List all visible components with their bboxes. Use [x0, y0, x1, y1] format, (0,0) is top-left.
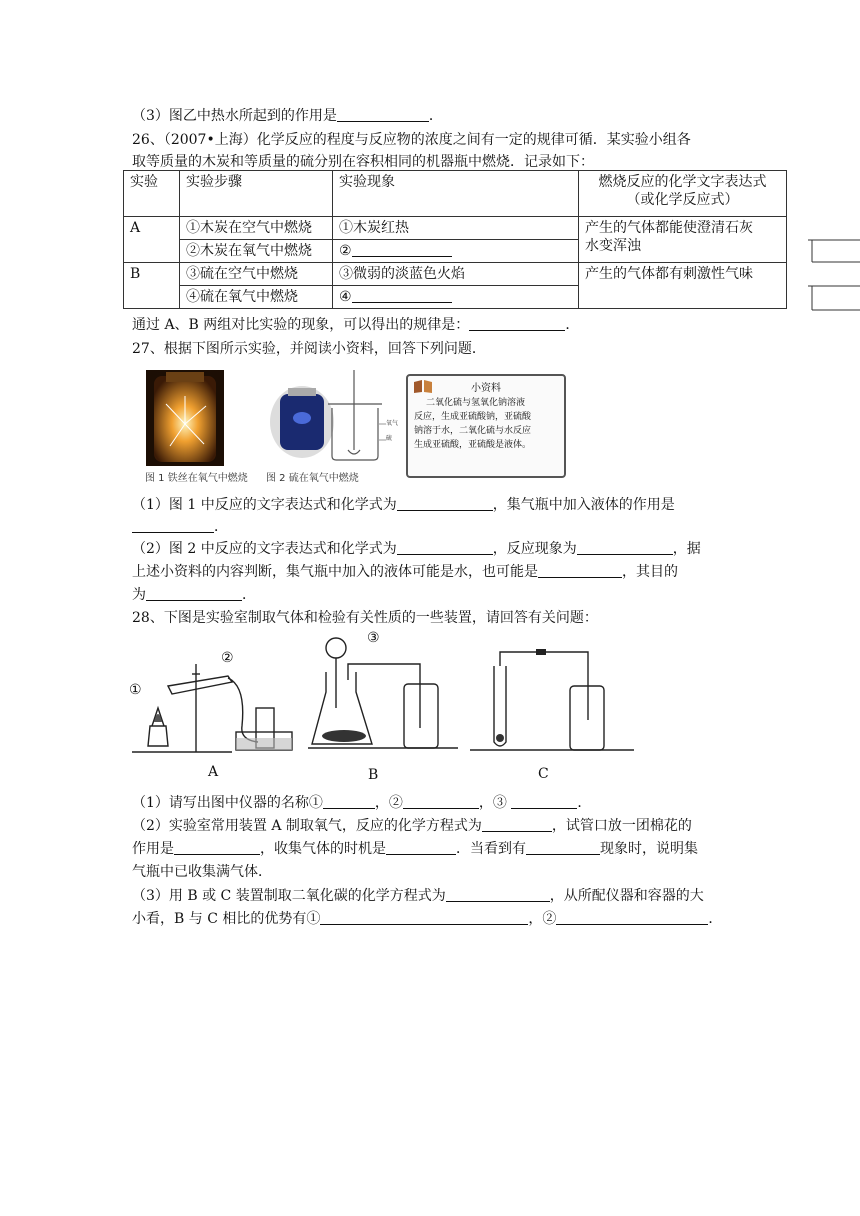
- book-icon: [412, 378, 434, 394]
- note-title: 小资料: [471, 383, 501, 394]
- label-num2: ②: [221, 650, 234, 666]
- note-line: 反应，生成亚硫酸钠，亚硫酸: [414, 412, 532, 422]
- sulfur-burning-figure: [266, 368, 394, 464]
- row-a-eq: 产生的气体都能使澄清石灰 水变浑浊: [579, 217, 787, 263]
- answer-blank[interactable]: [526, 840, 600, 855]
- answer-blank[interactable]: [337, 107, 429, 122]
- answer-blank[interactable]: [469, 316, 565, 331]
- answer-blank[interactable]: [146, 586, 242, 601]
- header-steps: 实验步骤: [180, 171, 333, 217]
- row-b-eq: 产生的气体都有刺激性气味: [579, 263, 787, 309]
- row-b-step1: ③硫在空气中燃烧: [180, 263, 333, 286]
- row-a-obs2: ②: [333, 240, 579, 263]
- fig2-caption: 图 2 硫在氧气中燃烧: [266, 473, 359, 484]
- label-num1: ①: [129, 682, 142, 698]
- q28-p3: （3）用 B 或 C 装置制取二氧化碳的化学方程式为 ，从所配仪器和容器的大: [132, 888, 704, 904]
- q28-p3-cont: 小看，B 与 C 相比的优势有① ，② ．: [132, 911, 723, 927]
- apparatus-b: [308, 628, 458, 754]
- fig1-caption: 图 1 铁丝在氧气中燃烧: [145, 473, 248, 484]
- q26-conclusion: 通过 A、B 两组对比实验的现象，可以得出的规律是： ．: [132, 317, 580, 333]
- answer-blank[interactable]: [320, 910, 528, 925]
- header-obs: 实验现象: [333, 171, 579, 217]
- answer-blank[interactable]: [403, 794, 479, 809]
- figure-a-label: A: [208, 764, 219, 780]
- figure-b-label: B: [368, 767, 379, 783]
- answer-blank[interactable]: [352, 288, 452, 303]
- label-oxygen: 氧气: [386, 420, 399, 427]
- q26-line2: 取等质量的木炭和等质量的硫分别在容积相同的机器瓶中燃烧．记录如下：: [132, 154, 594, 170]
- label-num3: ③: [367, 630, 380, 646]
- row-b-obs2: ④: [333, 286, 579, 309]
- apparatus-c: [470, 646, 634, 754]
- row-a-obs1: ①木炭红热: [333, 217, 579, 240]
- answer-blank[interactable]: [397, 496, 493, 511]
- q28-p2-cont: 作用是 ，收集气体的时机是 ．当看到有 现象时，说明集: [132, 841, 698, 857]
- row-a-step2: ②木炭在氧气中燃烧: [180, 240, 333, 263]
- q27-p2-cont: 上述小资料的内容判断，集气瓶中加入的液体可能是水，也可能是 ，其目的: [132, 564, 678, 580]
- q26-line1: 26、（2007•上海）化学反应的程度与反应物的浓度之间有一定的规律可循．某实验小组各: [132, 132, 691, 148]
- note-line: 钠溶于水，二氧化硫与水反应: [414, 426, 532, 436]
- label-sulfur: 硫: [386, 435, 393, 442]
- answer-blank[interactable]: [352, 242, 452, 257]
- answer-blank[interactable]: [511, 794, 577, 809]
- record-table: [123, 170, 787, 309]
- answer-blank[interactable]: [482, 817, 552, 832]
- q27-p2: （2）图 2 中反应的文字表达式和化学式为 ，反应现象为 ，据: [132, 541, 701, 557]
- q25-part3: （3）图乙中热水所起到的作用是 ．: [132, 108, 443, 124]
- q27-title: 27、根据下图所示实验，并阅读小资料，回答下列问题．: [132, 341, 486, 357]
- row-b-obs1: ③微弱的淡蓝色火焰: [333, 263, 579, 286]
- q28-title: 28、下图是实验室制取气体和检验有关性质的一些装置，请回答有关问题：: [132, 610, 598, 626]
- q27-p1: （1）图 1 中反应的文字表达式和化学式为 ，集气瓶中加入液体的作用是: [132, 497, 675, 513]
- answer-blank[interactable]: [386, 840, 456, 855]
- answer-blank[interactable]: [174, 840, 260, 855]
- row-b-label: B: [124, 263, 180, 309]
- table-overflow-cells: [786, 216, 860, 312]
- q28-p2: （2）实验室常用装置 A 制取氧气，反应的化学方程式为 ，试管口放一团棉花的: [132, 818, 692, 834]
- note-line: 生成亚硫酸，亚硫酸是液体。: [414, 440, 532, 450]
- header-eq: 燃烧反应的化学文字表达式 （或化学反应式）: [579, 171, 787, 217]
- note-line: 二氧化硫与氢氧化钠溶液: [426, 398, 526, 408]
- apparatus-a: [128, 646, 298, 758]
- row-a-step1: ①木炭在空气中燃烧: [180, 217, 333, 240]
- answer-blank[interactable]: [556, 910, 708, 925]
- answer-blank[interactable]: [323, 794, 375, 809]
- answer-blank[interactable]: [397, 540, 493, 555]
- q27-p2-end: 为 ．: [132, 587, 256, 603]
- answer-blank[interactable]: [577, 540, 673, 555]
- answer-blank[interactable]: [538, 563, 622, 578]
- q28-p2-end: 气瓶中已收集满气体．: [132, 864, 272, 880]
- iron-wire-burning-photo: [146, 370, 224, 466]
- header-exp: 实验: [124, 171, 180, 217]
- row-b-step2: ④硫在氧气中燃烧: [180, 286, 333, 309]
- answer-blank[interactable]: [446, 887, 550, 902]
- row-a-label: A: [124, 217, 180, 263]
- figure-c-label: C: [538, 766, 549, 782]
- answer-blank[interactable]: [132, 518, 214, 533]
- q28-p1: （1）请写出图中仪器的名称① ，② ，③ ．: [132, 795, 592, 811]
- q27-p1-cont: ．: [132, 518, 228, 536]
